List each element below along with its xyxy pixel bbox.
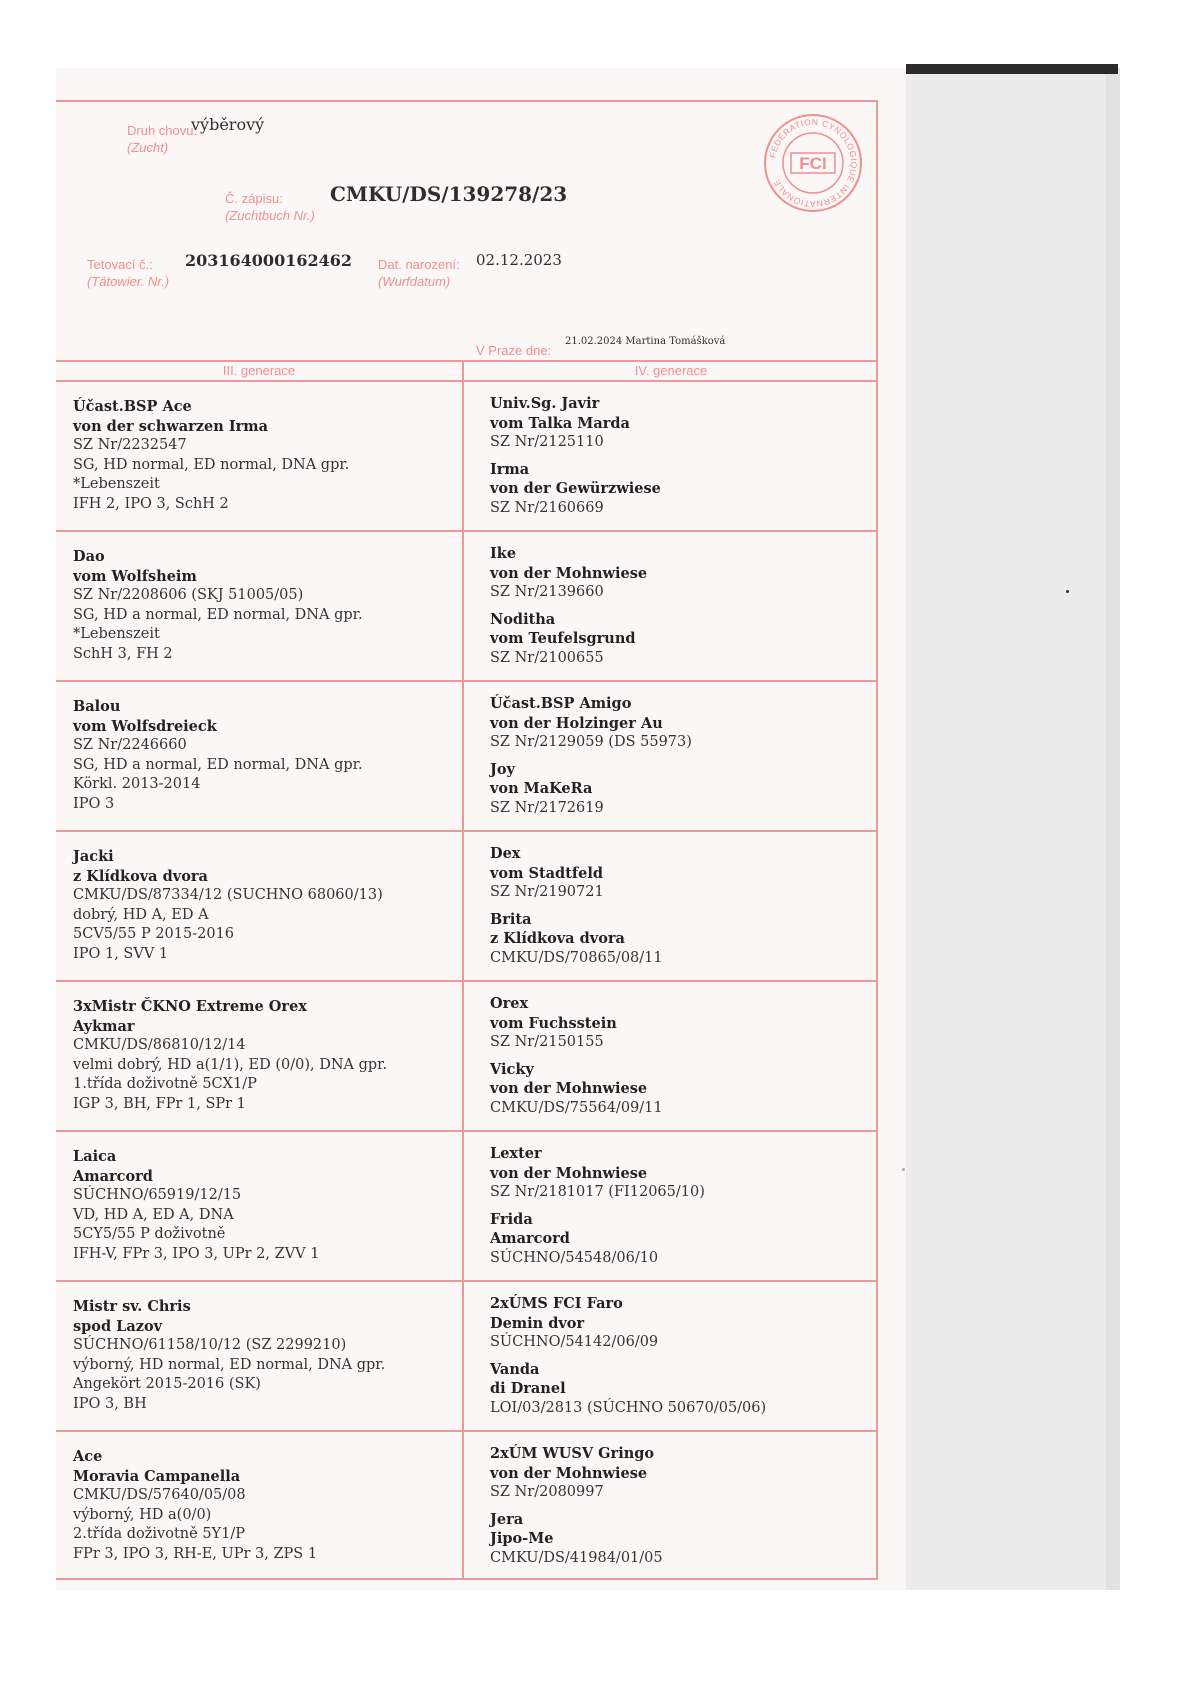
scan-speck xyxy=(1066,590,1069,593)
registry-number: CMKU/DS/139278/23 xyxy=(330,182,568,206)
ancestor-health: SG, HD a normal, ED normal, DNA gpr. xyxy=(73,756,363,773)
fci-stamp-icon xyxy=(762,112,864,214)
dam-kennel: z Klídkova dvora xyxy=(490,930,625,948)
ancestor-breed-class: *Lebenszeit xyxy=(73,626,160,643)
sire-kennel: von der Mohnwiese xyxy=(490,1464,648,1482)
sire-registry: SÚCHNO/54142/06/09 xyxy=(490,1334,659,1351)
ancestor-health: SG, HD a normal, ED normal, DNA gpr. xyxy=(73,606,363,623)
column-header-right: IV. generace xyxy=(634,363,708,378)
ancestor-kennel: z Klídkova dvora xyxy=(73,867,208,885)
sire-kennel: vom Talka Marda xyxy=(490,414,630,432)
ancestor-cell-gen3 xyxy=(73,397,349,515)
ancestor-cell-gen4 xyxy=(490,394,661,519)
ancestor-health: VD, HD A, ED A, DNA xyxy=(73,1206,234,1223)
registry-label-de: (Zuchtbuch Nr.) xyxy=(225,208,315,223)
ancestor-kennel: Moravia Campanella xyxy=(73,1467,241,1485)
dam-name: Vicky xyxy=(490,1060,534,1078)
ancestor-registry: CMKU/DS/87334/12 (SUCHNO 68060/13) xyxy=(73,887,383,904)
sire-kennel: von der Mohnwiese xyxy=(490,564,648,582)
ancestor-cell-gen4 xyxy=(490,994,663,1119)
place-date-label: V Praze dne: xyxy=(476,343,552,358)
ancestor-exams: IPO 3, BH xyxy=(73,1395,147,1412)
dam-name: Vanda xyxy=(490,1360,540,1378)
sire-name: 2xÚM WUSV Gringo xyxy=(490,1445,655,1462)
sire-kennel: Demin dvor xyxy=(490,1314,585,1332)
ancestor-exams: IGP 3, BH, FPr 1, SPr 1 xyxy=(73,1095,246,1112)
ancestor-cell-gen3 xyxy=(73,697,363,815)
ancestor-cell-gen4 xyxy=(490,1144,705,1269)
ancestor-exams: SchH 3, FH 2 xyxy=(73,645,173,662)
ancestor-breed-class: 5CV5/55 P 2015-2016 xyxy=(73,926,235,943)
sire-name: Univ.Sg. Javir xyxy=(490,395,600,412)
ancestor-cell-gen3 xyxy=(73,547,363,665)
dam-registry: LOI/03/2813 (SÚCHNO 50670/05/06) xyxy=(490,1399,767,1416)
sire-name: Ike xyxy=(490,545,517,562)
row-divider xyxy=(56,1430,878,1432)
breeding-type-label xyxy=(127,122,197,156)
ancestor-name: Účast.BSP Ace xyxy=(73,398,192,415)
row-divider xyxy=(56,980,878,982)
scan-top-edge xyxy=(906,64,1118,74)
ancestor-kennel: von der schwarzen Irma xyxy=(73,417,268,435)
ancestor-kennel: vom Wolfsheim xyxy=(73,567,197,585)
sire-registry: SZ Nr/2080997 xyxy=(490,1484,604,1501)
ancestor-name: 3xMistr ČKNO Extreme Orex xyxy=(73,998,307,1015)
sire-kennel: von der Holzinger Au xyxy=(490,714,663,732)
place-date-value: 21.02.2024 Martina Tomášková xyxy=(565,336,726,347)
ancestor-registry: CMKU/DS/86810/12/14 xyxy=(73,1037,246,1054)
ancestor-cell-gen4 xyxy=(490,844,663,969)
ancestor-exams: IPO 1, SVV 1 xyxy=(73,945,169,962)
dam-kennel: Jipo-Me xyxy=(490,1530,554,1548)
ancestor-breed-class: *Lebenszeit xyxy=(73,476,160,493)
ancestor-name: Balou xyxy=(73,698,121,715)
dam-kennel: vom Teufelsgrund xyxy=(490,630,636,648)
sire-registry: SZ Nr/2129059 (DS 55973) xyxy=(490,734,692,751)
ancestor-cell-gen3 xyxy=(73,1147,319,1265)
sire-name: Lexter xyxy=(490,1145,542,1162)
row-divider xyxy=(56,1130,878,1132)
dam-registry: CMKU/DS/75564/09/11 xyxy=(490,1099,663,1116)
dam-kennel: von der Gewürzwiese xyxy=(490,480,661,498)
ancestor-name: Jacki xyxy=(73,848,114,865)
ancestor-breed-class: Angekört 2015-2016 (SK) xyxy=(73,1376,261,1393)
ancestor-health: výborný, HD normal, ED normal, DNA gpr. xyxy=(73,1356,386,1373)
tattoo-number: 203164000162462 xyxy=(185,251,352,270)
ancestor-registry: CMKU/DS/57640/05/08 xyxy=(73,1487,246,1504)
row-divider xyxy=(56,530,878,532)
ancestor-registry: SÚCHNO/61158/10/12 (SZ 2299210) xyxy=(73,1337,347,1354)
dam-kennel: Amarcord xyxy=(490,1230,570,1248)
stamp-ring-text: FEDERATION CYNOLOGIQUE INTERNATIONALE xyxy=(767,116,860,210)
sire-kennel: von der Mohnwiese xyxy=(490,1164,648,1182)
birth-date-value: 02.12.2023 xyxy=(476,251,562,269)
sire-registry: SZ Nr/2190721 xyxy=(490,884,604,901)
ancestor-cell-gen3 xyxy=(73,847,383,965)
tattoo-label-cz: Tetovací č.: xyxy=(87,257,153,272)
dam-name: Joy xyxy=(490,760,515,778)
ancestor-health: SG, HD normal, ED normal, DNA gpr. xyxy=(73,456,350,473)
ancestor-kennel: Amarcord xyxy=(73,1167,153,1185)
ancestor-name: Dao xyxy=(73,548,105,565)
dam-registry: SZ Nr/2160669 xyxy=(490,499,604,516)
column-header-left: III. generace xyxy=(222,363,296,378)
ancestor-breed-class: 1.třída doživotně 5CX1/P xyxy=(73,1076,257,1093)
ancestor-breed-class: 5CY5/55 P doživotně xyxy=(73,1226,226,1243)
ancestor-name: Mistr sv. Chris xyxy=(73,1298,191,1315)
ancestor-name: Laica xyxy=(73,1148,117,1165)
ancestor-registry: SZ Nr/2232547 xyxy=(73,437,187,454)
dam-name: Noditha xyxy=(490,610,556,628)
ancestor-kennel: spod Lazov xyxy=(73,1317,163,1335)
row-divider xyxy=(56,680,878,682)
ancestor-exams: IPO 3 xyxy=(73,795,115,812)
ancestor-kennel: vom Wolfsdreieck xyxy=(73,717,217,735)
dam-registry: SÚCHNO/54548/06/10 xyxy=(490,1249,659,1266)
dam-kennel: von MaKeRa xyxy=(490,780,593,798)
ancestor-cell-gen3 xyxy=(73,1297,385,1415)
ancestor-kennel: Aykmar xyxy=(73,1017,135,1035)
ancestor-cell-gen3 xyxy=(73,1447,317,1565)
registry-label xyxy=(225,190,315,224)
ancestor-cell-gen3 xyxy=(73,997,387,1115)
dam-name: Jera xyxy=(490,1510,524,1528)
column-header-divider xyxy=(56,380,878,382)
ancestor-breed-class: 2.třída doživotně 5Y1/P xyxy=(73,1526,245,1543)
sire-name: 2xÚMS FCI Faro xyxy=(490,1295,623,1312)
ancestor-registry: SÚCHNO/65919/12/15 xyxy=(73,1187,242,1204)
dam-registry: SZ Nr/2100655 xyxy=(490,649,604,666)
sire-registry: SZ Nr/2125110 xyxy=(490,434,604,451)
ancestor-breed-class: Körkl. 2013-2014 xyxy=(73,776,201,793)
dam-name: Brita xyxy=(490,910,532,928)
tattoo-label-de: (Tätowier. Nr.) xyxy=(87,274,170,289)
dam-registry: CMKU/DS/70865/08/11 xyxy=(490,949,663,966)
sire-name: Dex xyxy=(490,845,521,862)
ancestor-cell-gen4 xyxy=(490,544,647,669)
ancestor-cell-gen4 xyxy=(490,1294,766,1419)
ancestor-health: velmi dobrý, HD a(1/1), ED (0/0), DNA gpr. xyxy=(73,1056,388,1073)
registry-label-cz: Č. zápisu: xyxy=(225,191,283,206)
ancestor-cell-gen4 xyxy=(490,1444,663,1569)
column-divider xyxy=(462,360,464,1580)
scan-shadow xyxy=(906,68,1118,1590)
sire-name: Účast.BSP Amigo xyxy=(490,695,632,712)
scan-speck xyxy=(902,1168,905,1171)
dam-name: Frida xyxy=(490,1210,533,1228)
scan-edge xyxy=(1106,68,1120,1590)
birth-date-label-de: (Wurfdatum) xyxy=(378,274,451,289)
ancestor-exams: FPr 3, IPO 3, RH-E, UPr 3, ZPS 1 xyxy=(73,1545,318,1562)
birth-date-label xyxy=(378,256,460,290)
ancestor-health: dobrý, HD A, ED A xyxy=(73,906,209,923)
ancestor-health: výborný, HD a(0/0) xyxy=(73,1506,212,1523)
dam-name: Irma xyxy=(490,460,530,478)
ancestor-exams: IFH-V, FPr 3, IPO 3, UPr 2, ZVV 1 xyxy=(73,1245,320,1262)
sire-kennel: vom Fuchsstein xyxy=(490,1014,617,1032)
sire-name: Orex xyxy=(490,995,529,1012)
breeding-type-label-de: (Zucht) xyxy=(127,140,169,155)
sire-kennel: vom Stadtfeld xyxy=(490,864,603,882)
ancestor-name: Ace xyxy=(73,1448,103,1465)
breeding-type-value: výběrový xyxy=(191,115,265,134)
ancestor-exams: IFH 2, IPO 3, SchH 2 xyxy=(73,495,229,512)
dam-registry: SZ Nr/2172619 xyxy=(490,799,604,816)
sire-registry: SZ Nr/2150155 xyxy=(490,1034,604,1051)
dam-kennel: von der Mohnwiese xyxy=(490,1080,648,1098)
stamp-center-text: FCI xyxy=(799,154,827,173)
birth-date-label-cz: Dat. narození: xyxy=(378,257,460,272)
tattoo-label xyxy=(87,256,169,290)
row-divider xyxy=(56,830,878,832)
sire-registry: SZ Nr/2139660 xyxy=(490,584,604,601)
dam-kennel: di Dranel xyxy=(490,1380,566,1398)
ancestor-cell-gen4 xyxy=(490,694,692,819)
row-divider xyxy=(56,1280,878,1282)
dam-registry: CMKU/DS/41984/01/05 xyxy=(490,1549,663,1566)
ancestor-registry: SZ Nr/2208606 (SKJ 51005/05) xyxy=(73,587,304,604)
sire-registry: SZ Nr/2181017 (FI12065/10) xyxy=(490,1184,705,1201)
breeding-type-label-cz: Druh chovu: xyxy=(127,123,198,138)
ancestor-registry: SZ Nr/2246660 xyxy=(73,737,187,754)
